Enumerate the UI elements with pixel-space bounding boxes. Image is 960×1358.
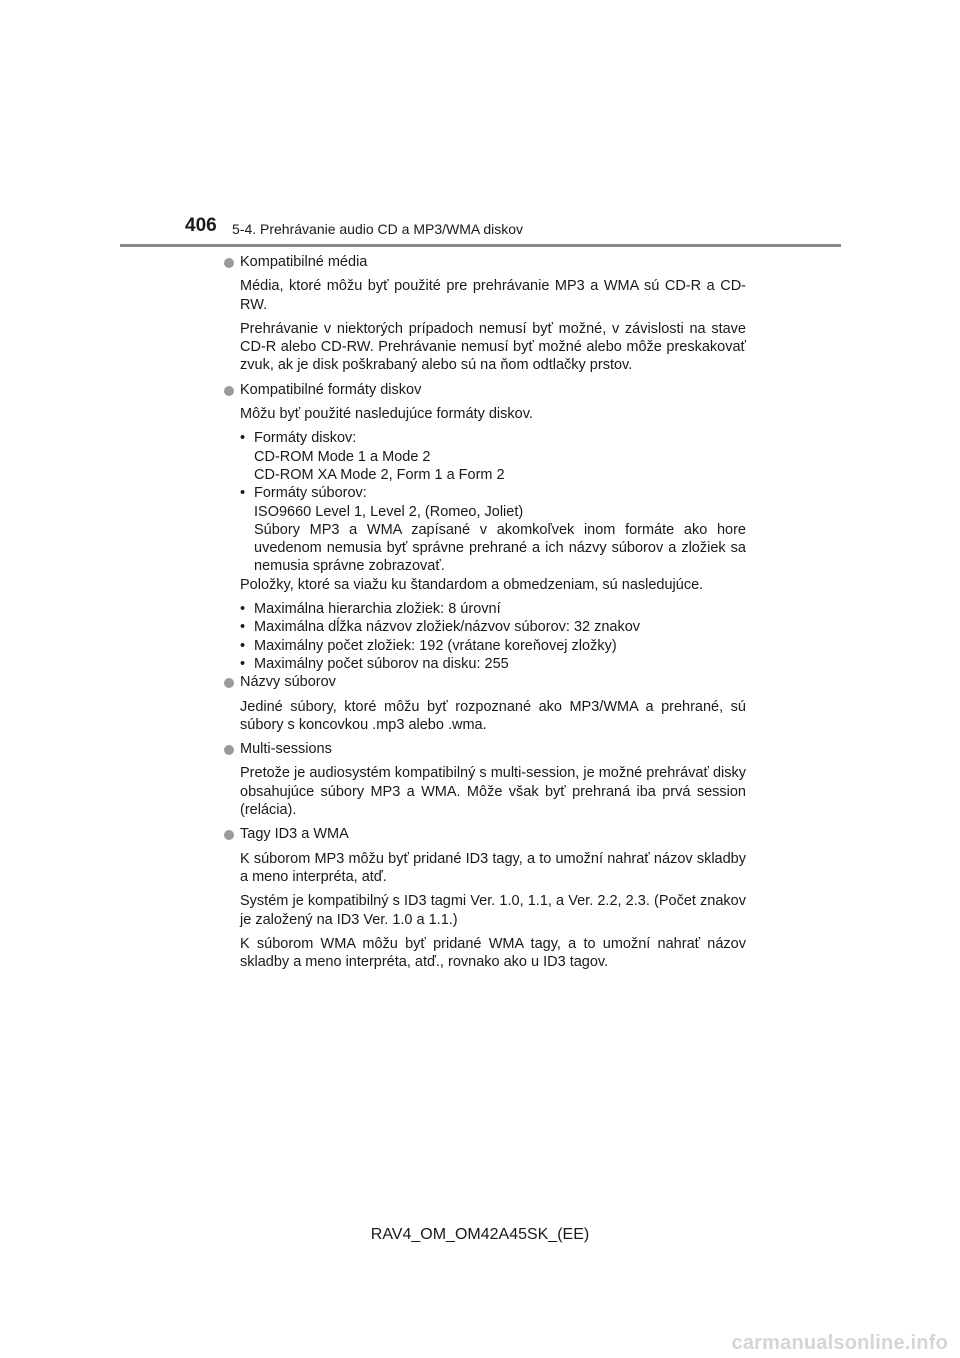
- topic-heading: [224, 253, 746, 271]
- section-title: 5-4. Prehrávanie audio CD a MP3/WMA diskov: [232, 221, 524, 237]
- list-item-line: ISO9660 Level 1, Level 2, (Romeo, Joliet): [254, 503, 524, 520]
- paragraph: Pretože je audiosystém kompatibilný s multi-session, je možné prehrávať disky obsahujúce súbory MP3 a WMA. Môže však byť prehraná iba prvá session (relácia).: [240, 765, 746, 819]
- topic-multi-sessions: [224, 740, 746, 819]
- paragraph: Prehrávanie v niektorých prípadoch nemusí byť možné, v závislosti na stave CD-R alebo CD-RW. Prehrávanie nemusí byť možné alebo môže preskakovať zvuk, ak je disk poškrabaný alebo sú na ňom odtlačky prstov.: [240, 320, 746, 374]
- topic-title: Multi-sessions: [240, 741, 332, 758]
- watermark: [0, 1330, 960, 1358]
- paragraph: Jediné súbory, ktoré môžu byť rozpoznané ako MP3/WMA a prehrané, sú súbory s koncovkou .mp3 alebo .wma.: [240, 698, 746, 733]
- bullet-dot-icon: [224, 258, 234, 268]
- paragraph: K súborom MP3 môžu byť pridané ID3 tagy, a to umožní nahrať názov skladby a meno interpréta, atď.: [240, 850, 746, 885]
- list-item-line: CD-ROM Mode 1 a Mode 2: [254, 448, 431, 465]
- list-item: [240, 484, 746, 575]
- topic-compatible-media: [224, 253, 746, 375]
- list-item-line: CD-ROM XA Mode 2, Form 1 a Form 2: [254, 466, 505, 483]
- page-content: [224, 253, 746, 977]
- paragraph: K súborom WMA môžu byť pridané WMA tagy, a to umožní nahrať názov skladby a meno interpréta, atď., rovnako ako u ID3 tagov.: [240, 935, 746, 971]
- paragraph: Systém je kompatibilný s ID3 tagmi Ver. 1.0, 1.1, a Ver. 2.2, 2.3. (Počet znakov je založený na ID3 Ver. 1.0 a 1.1.): [240, 893, 746, 928]
- list-item-text: Maximálny počet súborov na disku: 255: [254, 655, 509, 672]
- topic-title: Kompatibilné formáty diskov: [240, 381, 422, 398]
- list-item-line: Súbory MP3 a WMA zapísané v akomkoľvek inom formáte ako hore uvedenom nemusia byť správne prehrané a ich názvy súborov a zložiek sa nemusia správne zobrazovať.: [254, 521, 746, 575]
- topic-heading: [224, 740, 746, 758]
- topic-title: Tagy ID3 a WMA: [240, 826, 349, 843]
- list-item-label: Formáty súborov:: [254, 485, 367, 502]
- limits-list: [224, 600, 746, 673]
- list-item: [240, 637, 746, 655]
- paragraph: Položky, ktoré sa viažu ku štandardom a obmedzeniam, sú nasledujúce.: [240, 576, 704, 593]
- bullet-dot-icon: [224, 745, 234, 755]
- watermark-text: carmanualsonline.info: [731, 1332, 948, 1354]
- list-item: [240, 655, 746, 673]
- topic-id3-wma-tags: [224, 825, 746, 971]
- list-bullet: •: [240, 430, 246, 447]
- topic-compatible-formats: [224, 381, 746, 673]
- list-item-text: Maximálna hierarchia zložiek: 8 úrovní: [254, 601, 501, 618]
- topic-heading: [224, 825, 746, 843]
- list-bullet: •: [240, 637, 246, 654]
- header-divider: [120, 244, 841, 247]
- list-item: [240, 618, 746, 636]
- list-bullet: •: [240, 655, 246, 672]
- paragraph: Média, ktoré môžu byť použité pre prehrávanie MP3 a WMA sú CD-R a CD-RW.: [240, 278, 746, 313]
- topic-heading: [224, 673, 746, 691]
- document-code: RAV4_OM_OM42A45SK_(EE): [370, 1226, 590, 1243]
- bullet-dot-icon: [224, 830, 234, 840]
- list-item-body: [254, 429, 746, 484]
- list-item-text: Maximálna dĺžka názvov zložiek/názvov súborov: 32 znakov: [254, 619, 641, 636]
- list-item: [240, 429, 746, 484]
- page-number: 406: [185, 215, 217, 236]
- format-list: [224, 429, 746, 575]
- paragraph: Môžu byť použité nasledujúce formáty diskov.: [240, 406, 533, 423]
- topic-title: Kompatibilné média: [240, 254, 368, 270]
- list-item-label: Formáty diskov:: [254, 430, 357, 447]
- list-bullet: •: [240, 485, 246, 502]
- bullet-dot-icon: [224, 678, 234, 688]
- topic-file-names: [224, 673, 746, 734]
- list-bullet: •: [240, 601, 246, 618]
- topic-title: Názvy súborov: [240, 674, 336, 691]
- page-header: [0, 0, 960, 250]
- list-item-text: Maximálny počet zložiek: 192 (vrátane koreňovej zložky): [254, 637, 617, 654]
- list-item-body: [254, 484, 746, 575]
- bullet-dot-icon: [224, 386, 234, 396]
- topic-heading: [224, 381, 746, 399]
- list-item: [240, 600, 746, 618]
- list-bullet: •: [240, 619, 246, 636]
